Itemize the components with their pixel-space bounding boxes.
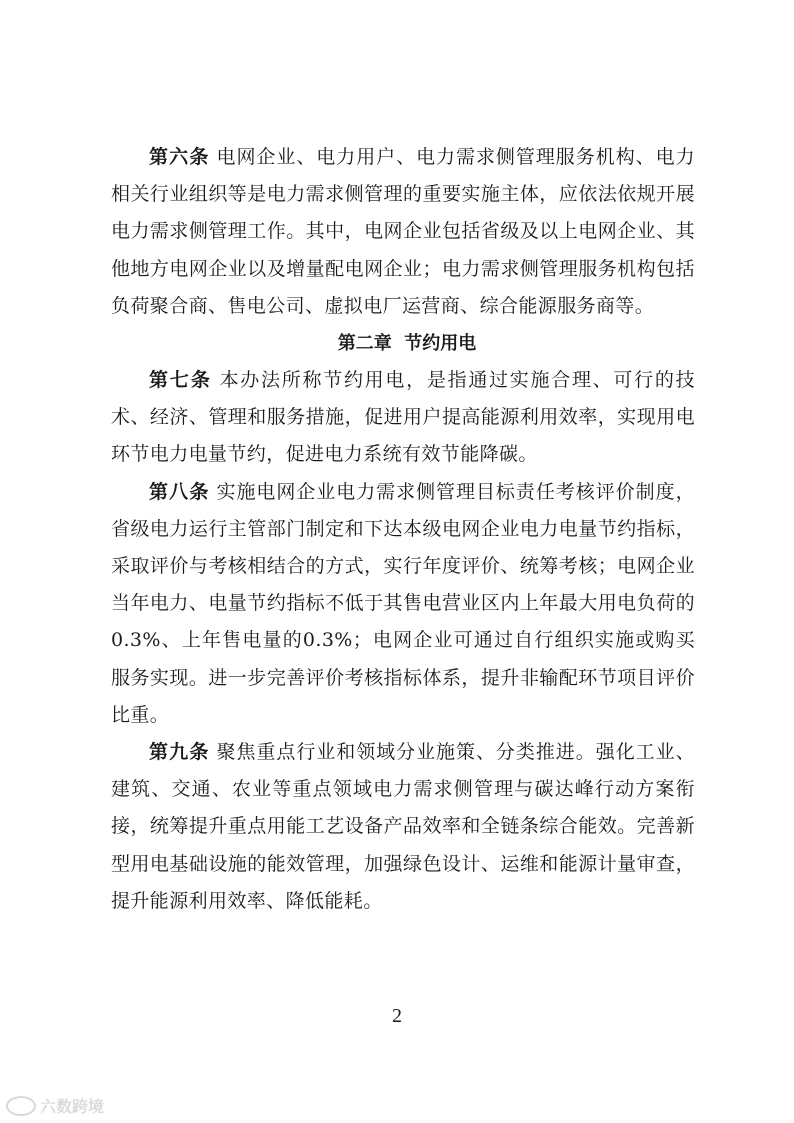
article-6-heading: 第六条: [149, 146, 210, 168]
article-7-heading: 第七条: [149, 369, 212, 392]
article-8: [111, 474, 695, 734]
article-8-text: 实施电网企业电力需求侧管理目标责任考核评价制度，省级电力运行主管部门制定和下达本级电网企业电力电量节约指标，采取评价与考核相结合的方式，实行年度评价、统筹考核；电网企业当年电力、电量节约指标不低于其售电营业区内上年最大用电负荷的0.3%、上年售电量的0.3%；电网企业可通过自行组织实施或购买服务实现。进一步完善评价考核指标体系，提升非输配环节项目评价比重。: [111, 480, 695, 726]
page-number: 2: [392, 1005, 402, 1027]
watermark-text: 六数跨境: [40, 1097, 105, 1116]
chapter-2-title: [111, 325, 695, 362]
article-6: [111, 139, 695, 325]
watermark-logo-icon: [6, 1096, 36, 1116]
article-7-text: 本办法所称节约用电，是指通过实施合理、可行的技术、经济、管理和服务措施，促进用户提高能源利用效率，实现用电环节电力电量节约，促进电力系统有效节能降碳。: [111, 369, 695, 466]
watermark: [6, 1094, 104, 1117]
document-body: [111, 139, 695, 920]
chapter-number: 第二章: [337, 333, 392, 355]
article-8-heading: 第八条: [149, 480, 210, 503]
article-9: [111, 734, 695, 920]
article-6-text: 电网企业、电力用户、电力需求侧管理服务机构、电力相关行业组织等是电力需求侧管理的重要实施主体，应依法依规开展电力需求侧管理工作。其中，电网企业包括省级及以上电网企业、其他地方电网企业以及增量配电网企业；电力需求侧管理服务机构包括负荷聚合商、售电公司、虚拟电厂运营商、综合能源服务商等。: [111, 146, 695, 317]
chapter-title: 节约用电: [404, 333, 477, 355]
article-9-heading: 第九条: [149, 741, 210, 764]
article-7: [111, 362, 695, 474]
article-9-text: 聚焦重点行业和领域分业施策、分类推进。强化工业、建筑、交通、农业等重点领域电力需求侧管理与碳达峰行动方案衔接，统筹提升重点用能工艺设备产品效率和全链条综合能效。完善新型用电基础设施的能效管理，加强绿色设计、运维和能源计量审查，提升能源利用效率、降低能耗。: [111, 741, 695, 912]
